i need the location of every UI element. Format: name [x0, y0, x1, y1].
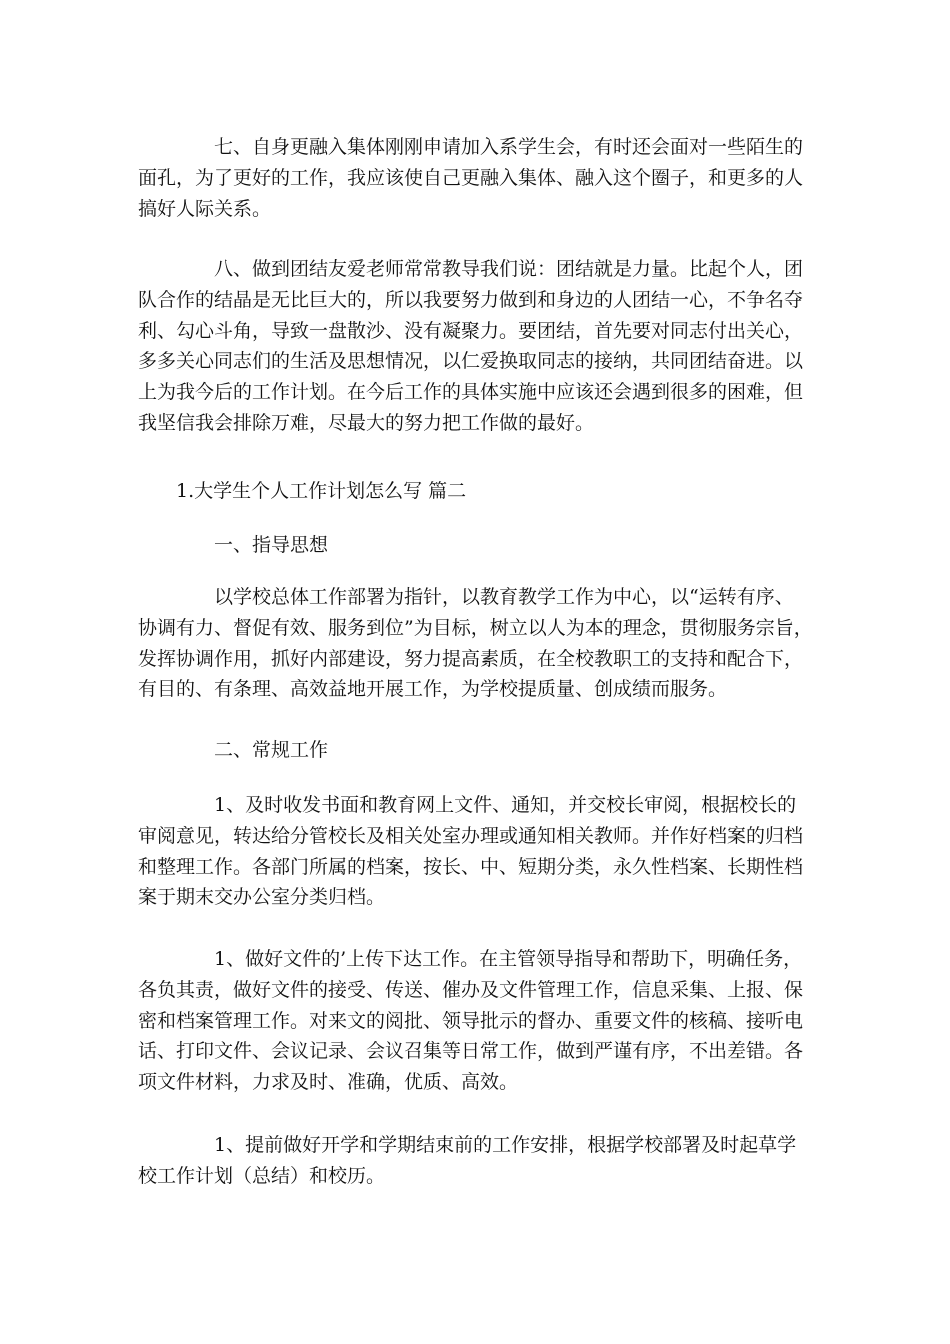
heading-text: 1.大学生个人工作计划怎么写 篇二 [176, 480, 467, 502]
text-line: 队合作的结晶是无比巨大的，所以我要努力做到和身边的人团结一心，不争名夺 [138, 288, 804, 311]
text-line: 发挥协调作用，抓好内部建设，努力提高素质，在全校教职工的支持和配合下， [138, 647, 804, 670]
heading-guiding-thought [138, 530, 818, 561]
text-line: 和整理工作。各部门所属的档案，按长、中、短期分类，永久性档案、长期性档 [138, 855, 804, 878]
text-line: 七、自身更融入集体刚刚申请加入系学生会，有时还会面对一些陌生的 [214, 136, 804, 158]
paragraph-eight [138, 254, 818, 439]
text-line: 案于期末交办公室分类归档。 [138, 886, 386, 909]
text-line: 项文件材料，力求及时、准确，优质、高效。 [138, 1071, 519, 1094]
section-heading-part-two [138, 476, 818, 507]
text-line: 各负其责，做好文件的接受、传送、催办及文件管理工作，信息采集、上报、保 [138, 978, 804, 1001]
text-line: 有目的、有条理、高效益地开展工作，为学校提质量、创成绩而服务。 [138, 678, 728, 701]
text-line: 1、做好文件的’上传下达工作。在主管领导指导和帮助下，明确任务， [214, 948, 803, 970]
text-line: 以学校总体工作部署为指针，以教育教学工作为中心，以“运转有序、 [214, 586, 794, 608]
text-line: 上为我今后的工作计划。在今后工作的具体实施中应该还会遇到很多的困难，但 [138, 381, 804, 404]
text-line: 面孔，为了更好的工作，我应该使自己更融入集体、融入这个圈子，和更多的人 [138, 166, 804, 189]
paragraph-routine-three [138, 1130, 818, 1192]
text-line: 1、及时收发书面和教育网上文件、通知，并交校长审阅，根据校长的 [214, 794, 797, 816]
heading-text: 一、指导思想 [214, 534, 329, 556]
text-line: 话、打印文件、会议记录、会议召集等日常工作，做到严谨有序，不出差错。各 [138, 1040, 804, 1063]
text-line: 协调有力、督促有效、服务到位”为目标，树立以人为本的理念，贯彻服务宗旨， [138, 616, 813, 639]
paragraph-guiding-thought [138, 582, 818, 705]
heading-text: 二、常规工作 [214, 739, 329, 761]
text-line: 1、提前做好开学和学期结束前的工作安排，根据学校部署及时起草学 [214, 1134, 797, 1156]
paragraph-seven [138, 132, 818, 224]
text-line: 审阅意见，转达给分管校长及相关处室办理或通知相关教师。并作好档案的归档 [138, 824, 804, 847]
paragraph-routine-two [138, 944, 818, 1098]
text-line: 搞好人际关系。 [138, 197, 272, 220]
text-line: 密和档案管理工作。对来文的阅批、领导批示的督办、重要文件的核稿、接听电 [138, 1009, 804, 1032]
text-line: 利、勾心斗角，导致一盘散沙、没有凝聚力。要团结，首先要对同志付出关心， [138, 319, 804, 342]
text-line: 多多关心同志们的生活及思想情况，以仁爱换取同志的接纳，共同团结奋进。以 [138, 350, 804, 373]
paragraph-routine-one [138, 790, 818, 913]
heading-routine-work [138, 735, 818, 766]
text-line: 八、做到团结友爱老师常常教导我们说：团结就是力量。比起个人，团 [214, 258, 804, 280]
text-line: 校工作计划（总结）和校历。 [138, 1164, 386, 1187]
text-line: 我坚信我会排除万难，尽最大的努力把工作做的最好。 [138, 411, 595, 434]
